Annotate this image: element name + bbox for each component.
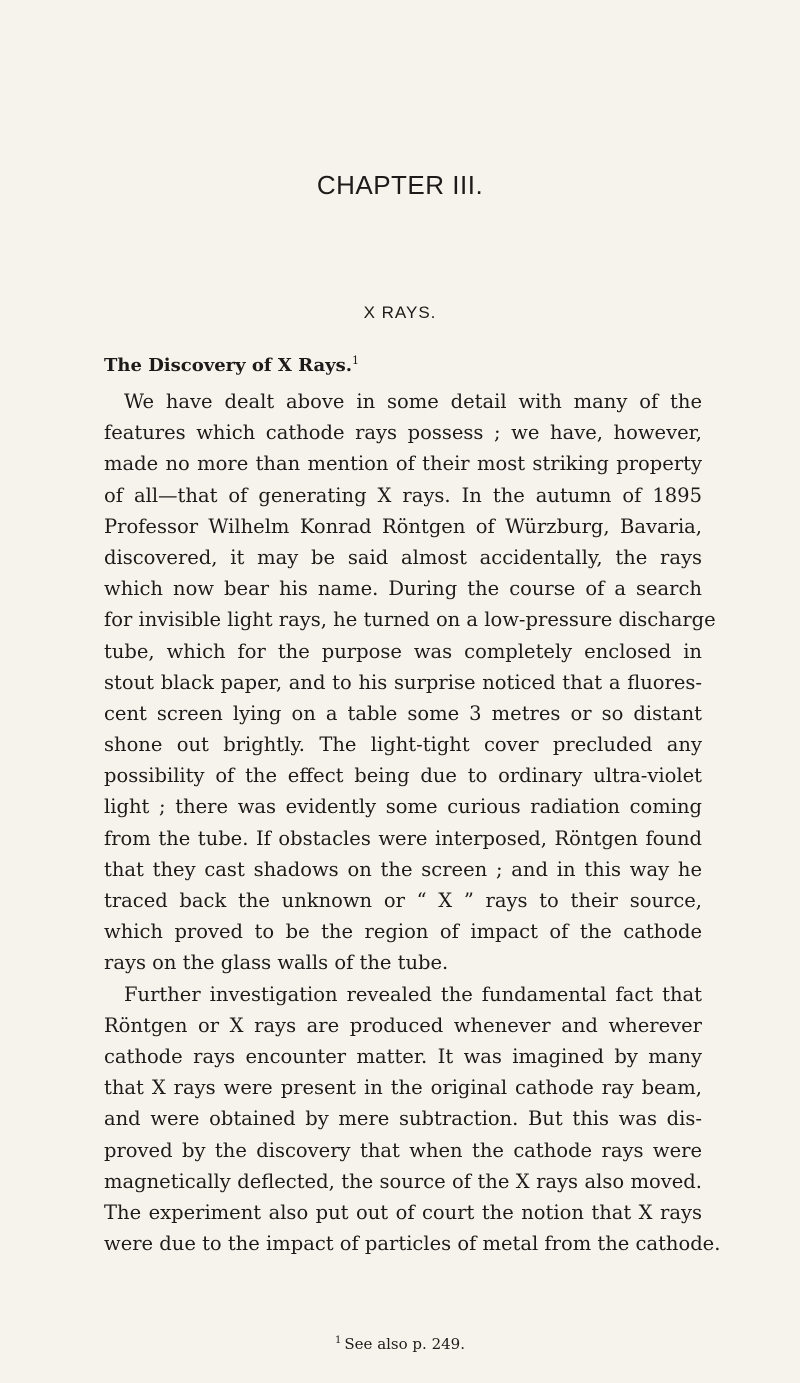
text-line: which proved to be the region of impact of the cathode bbox=[104, 920, 702, 944]
text-line: magnetically deflected, the source of the X rays also moved. bbox=[104, 1169, 702, 1193]
text-line: proved by the discovery that when the cathode rays were bbox=[104, 1138, 702, 1162]
footnote-reference: 1 bbox=[352, 354, 360, 367]
text-line: from the tube. If obstacles were interposed, Röntgen found bbox=[104, 826, 702, 850]
text-line: were due to the impact of particles of metal from the cathode. bbox=[104, 1232, 721, 1256]
subheading bbox=[104, 354, 359, 376]
chapter-title: CHAPTER III. bbox=[316, 170, 484, 200]
text-line: of all—that of generating X rays. In the autumn of 1895 bbox=[104, 483, 702, 507]
text-line: stout black paper, and to his surprise noticed that a fluores- bbox=[104, 670, 702, 694]
text-line: The experiment also put out of court the notion that X rays bbox=[104, 1200, 702, 1224]
paragraph-1 bbox=[104, 386, 716, 979]
footnote-marker: 1 bbox=[335, 1335, 342, 1346]
paragraph-2 bbox=[104, 979, 721, 1260]
subheading-text: The Discovery of X Rays. bbox=[104, 355, 353, 376]
text-line: rays on the glass walls of the tube. bbox=[104, 951, 449, 975]
text-line: We have dealt above in some detail with many of the bbox=[124, 390, 702, 413]
text-line: Professor Wilhelm Konrad Röntgen of Würzburg, Bavaria, bbox=[104, 514, 702, 538]
text-line: for invisible light rays, he turned on a low-pressure discharge bbox=[104, 608, 716, 632]
text-line: which now bear his name. During the course of a search bbox=[104, 577, 702, 601]
text-line: cent screen lying on a table some 3 metres or so distant bbox=[104, 701, 702, 725]
text-line: traced back the unknown or “ X ” rays to their source, bbox=[104, 889, 702, 912]
footnote bbox=[0, 1335, 800, 1353]
text-line: features which cathode rays possess ; we have, however, bbox=[104, 421, 702, 445]
text-line: Röntgen or X rays are produced whenever and wherever bbox=[104, 1013, 702, 1037]
text-line: cathode rays encounter matter. It was imagined by many bbox=[104, 1044, 702, 1068]
text-line: possibility of the effect being due to ordinary ultra-violet bbox=[104, 764, 702, 788]
text-line: made no more than mention of their most striking property bbox=[104, 452, 702, 476]
text-line: tube, which for the purpose was completely enclosed in bbox=[104, 639, 702, 663]
text-line: shone out brightly. The light-tight cover precluded any bbox=[104, 733, 702, 757]
section-title: X RAYS. bbox=[363, 303, 437, 322]
text-line: that X rays were present in the original cathode ray beam, bbox=[104, 1076, 702, 1100]
text-line: Further investigation revealed the fundamental fact that bbox=[124, 982, 702, 1006]
text-line: that they cast shadows on the screen ; and in this way he bbox=[104, 857, 702, 881]
footnote-text: See also p. 249. bbox=[344, 1335, 465, 1353]
text-line: discovered, it may be said almost accidentally, the rays bbox=[104, 545, 702, 569]
text-line: and were obtained by mere subtraction. But this was dis- bbox=[104, 1107, 702, 1131]
text-line: light ; there was evidently some curious radiation coming bbox=[104, 795, 702, 819]
body-text bbox=[104, 386, 721, 1259]
